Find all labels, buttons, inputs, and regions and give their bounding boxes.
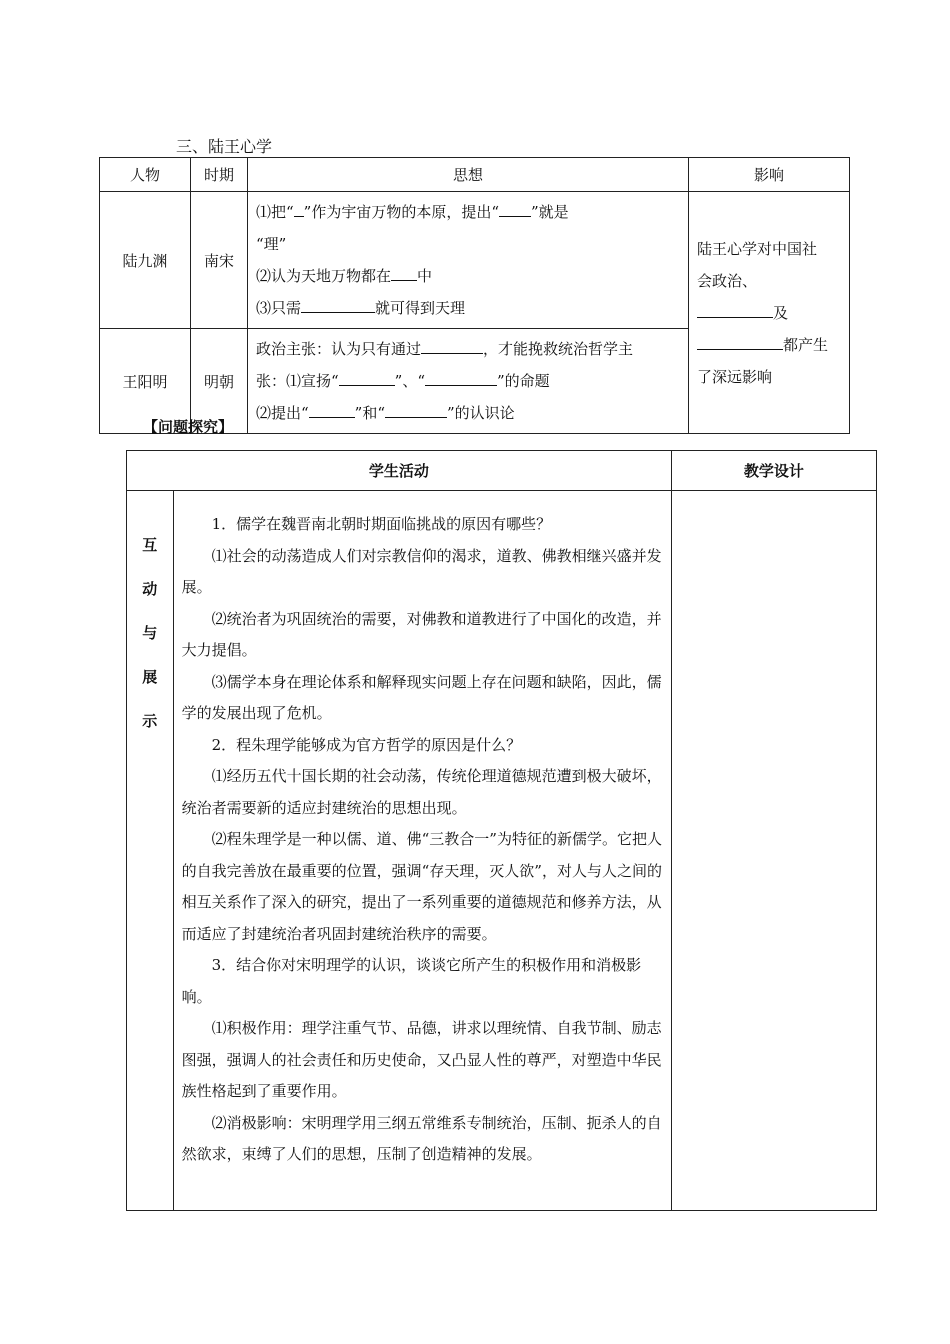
text-fragment: ⑵认为天地万物都在 [256,267,392,285]
fill-blank [697,335,783,350]
header-period: 时期 [191,158,248,192]
side-label [127,491,174,1211]
text-fragment: ⑴把“ [256,203,294,221]
table-row [127,491,877,1211]
fill-blank [499,202,531,217]
question-1: 1．儒学在魏晋南北朝时期面临挑战的原因有哪些？ [211,515,552,533]
text-fragment: 就可得到天理 [375,299,466,317]
problem-section-title: 【问题探究】 [143,418,234,436]
table-row [100,192,850,329]
text-fragment: ”的认识论 [447,404,515,422]
problem-table [126,450,877,1211]
header-person: 人物 [100,158,191,192]
side-char: 与 [142,624,158,642]
text-line: 陆王心学对中国社 [697,239,818,258]
fill-blank [425,371,497,386]
period: 南宋 [191,192,248,329]
answer-1-2: ⑵统治者为巩固统治的需要，对佛教和道教进行了中国化的改造，并大力提倡。 [181,609,662,659]
text-fragment: 及 [773,303,789,322]
activity-content [173,491,671,1211]
fill-blank [421,339,483,354]
fill-blank [309,403,355,418]
text-fragment: 都产生 [783,335,829,354]
fill-blank [697,303,773,318]
header-student-activity: 学生活动 [127,451,672,491]
thought-cell [248,192,689,329]
table-header-row [127,451,877,491]
text-fragment: ”作为宇宙万物的本原，提出“ [303,203,500,221]
side-char: 展 [142,668,158,686]
text-fragment: ”就是 [531,203,569,221]
text-fragment: 中 [417,267,433,285]
text-line: 了深远影响 [697,367,773,386]
fill-blank [391,266,417,281]
text-fragment: ⑵提出“ [256,404,309,422]
table-header-row [100,158,850,192]
design-content [671,491,876,1211]
answer-3-1: ⑴积极作用：理学注重气节、品德，讲求以理统情、自我节制、励志图强，强调人的社会责任和历史使命，又凸显人性的尊严，对塑造中华民族性格起到了重要作用。 [181,1019,662,1100]
side-char: 互 [142,536,158,554]
answer-2-2: ⑵程朱理学是一种以儒、道、佛“三教合一”为特征的新儒学。它把人的自我完善放在最重要的位置，强调“存天理，灭人欲”，对人与人之间的相互关系作了深入的研究，提出了一系列重要的道德规范和修养方法，从而适应了封建统治者巩固封建统治秩序的需要。 [181,830,662,943]
header-impact: 影响 [689,158,850,192]
person-name: 王阳明 [100,329,191,434]
person-name: 陆九渊 [100,192,191,329]
text-fragment: ⑶只需 [256,299,302,317]
text-fragment: 政治主张：认为只有通过 [256,340,422,358]
text-fragment: ”和“ [354,404,386,422]
fill-blank [339,371,395,386]
text-fragment: ，才能挽救统治哲学主 [483,340,634,358]
text-line: 会政治、 [697,271,758,290]
header-teaching-design: 教学设计 [671,451,876,491]
question-3: 3．结合你对宋明理学的认识，谈谈它所产生的积极作用和消极影响。 [181,956,642,1006]
side-char: 动 [142,580,158,598]
header-thought: 思想 [248,158,689,192]
text-fragment: ”、“ [394,372,426,390]
thought-cell [248,329,689,434]
answer-3-2: ⑵消极影响：宋明理学用三纲五常维系专制统治，压制、扼杀人的自然欲求，束缚了人们的思想，压制了创造精神的发展。 [181,1113,662,1163]
answer-2-1: ⑴经历五代十国长期的社会动荡，传统伦理道德规范遭到极大破坏，统治者需要新的适应封建统治的思想出现。 [181,767,662,817]
impact-cell [689,192,850,434]
question-2: 2．程朱理学能够成为官方哲学的原因是什么？ [211,735,522,754]
fill-blank [385,403,447,418]
answer-1-1: ⑴社会的动荡造成人们对宗教信仰的渴求，道教、佛教相继兴盛并发展。 [181,546,662,596]
side-char: 示 [142,712,158,730]
section-title: 三、陆王心学 [176,137,273,156]
answer-1-3: ⑶儒学本身在理论体系和解释现实问题上存在问题和缺陷，因此，儒学的发展出现了危机。 [181,672,662,722]
fill-blank [301,298,375,313]
period: 明朝 [191,329,248,434]
lu-wang-table [99,157,850,434]
fill-blank [294,202,304,217]
text-fragment: 张：⑴宣扬“ [256,372,339,390]
text-fragment: ”的命题 [497,372,550,390]
text-line: “理” [256,235,287,253]
